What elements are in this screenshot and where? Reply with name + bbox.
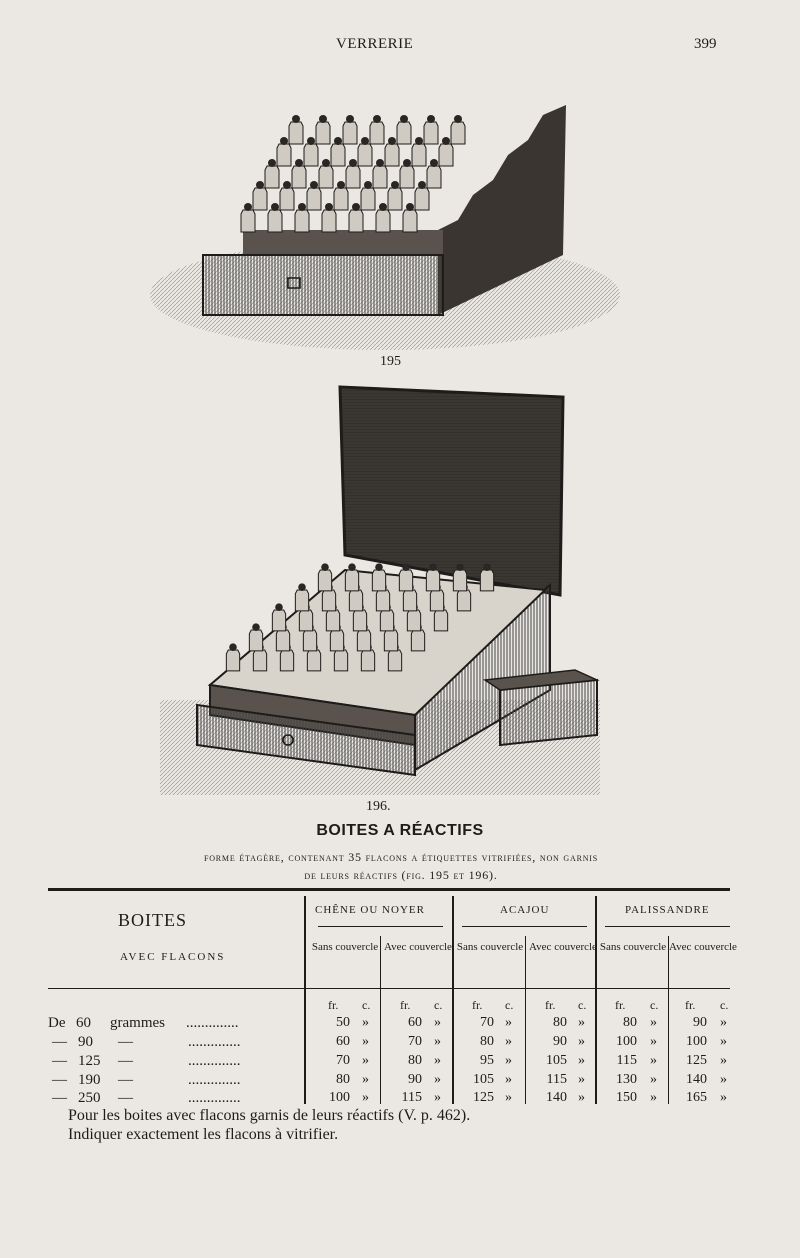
bottle-icon [400,166,414,188]
bottle-icon [253,188,267,210]
bottle-icon [322,210,336,232]
price-centimes: » [720,1034,727,1049]
unit-centimes: c. [505,998,514,1012]
stopper-icon [229,643,237,651]
stopper-icon [349,159,357,167]
price-centimes: » [578,1090,585,1105]
price-centimes: » [434,1053,441,1068]
stopper-icon [321,563,329,571]
brace-rule [462,926,587,927]
page-section-title: VERRERIE [336,36,414,52]
subheader-without-lid: Sans couvercle [311,941,379,953]
bottle-icon [343,122,357,144]
price-francs: 70 [408,1034,422,1049]
price-centimes: » [434,1034,441,1049]
bottle-icon [268,210,282,232]
unit-centimes: c. [720,998,729,1012]
price-centimes: » [650,1053,657,1068]
header-rule [48,988,304,989]
price-centimes: » [578,1072,585,1087]
bottle-icon [334,650,347,671]
bottle-icon [276,630,289,651]
price-francs: 140 [686,1072,707,1087]
bottle-icon [280,188,294,210]
stopper-icon [256,181,264,189]
price-francs: 80 [480,1034,494,1049]
price-centimes: » [578,1015,585,1030]
row-prefix: — [52,1034,67,1050]
bottle-icon [376,210,390,232]
price-centimes: » [362,1034,369,1049]
price-centimes: » [650,1034,657,1049]
bottle-icon [426,570,439,591]
price-centimes: » [362,1053,369,1068]
subcolumn-divider [380,936,381,1104]
stopper-icon [244,203,252,211]
stopper-icon [298,583,306,591]
price-francs: 125 [473,1090,494,1105]
price-francs: 80 [623,1015,637,1030]
stopper-icon [252,623,260,631]
note-line: Indiquer exactement les flacons à vitrifier. [68,1126,339,1143]
bottle-icon [295,590,308,611]
price-francs: 100 [329,1090,350,1105]
stopper-icon [388,137,396,145]
price-centimes: » [578,1053,585,1068]
bottle-icon [307,188,321,210]
stopper-icon [346,115,354,123]
stopper-icon [322,159,330,167]
stopper-icon [483,563,491,571]
price-centimes: » [505,1090,512,1105]
stopper-icon [268,159,276,167]
stopper-icon [275,603,283,611]
brace-rule [605,926,730,927]
bottle-icon [322,590,335,611]
bottle-icon [385,144,399,166]
stopper-icon [280,137,288,145]
price-francs: 150 [616,1090,637,1105]
stopper-icon [337,181,345,189]
bottle-icon [357,630,370,651]
row-prefix: — [52,1072,67,1088]
unit-francs: fr. [615,998,626,1012]
header-rule [306,988,730,989]
price-centimes: » [720,1015,727,1030]
bottle-icon [403,590,416,611]
column-divider [304,896,306,1104]
price-francs: 90 [693,1015,707,1030]
price-francs: 115 [401,1090,422,1105]
bottle-icon [407,610,420,631]
figure-196-reagent-box-icon [155,385,605,795]
bottle-icon [451,122,465,144]
stopper-icon [375,563,383,571]
price-centimes: » [434,1072,441,1087]
bottle-icon [277,144,291,166]
running-header [0,36,800,56]
unit-centimes: c. [578,998,587,1012]
price-centimes: » [505,1015,512,1030]
bottle-icon [397,122,411,144]
bottle-icon [399,570,412,591]
bottle-icon [372,570,385,591]
bottle-icon [370,122,384,144]
stopper-icon [325,203,333,211]
price-francs: 80 [408,1053,422,1068]
note-line: Pour les boites avec flacons garnis de leurs réactifs (V. p. 462). [68,1107,471,1124]
row-unit: grammes [110,1015,165,1031]
price-centimes: » [650,1015,657,1030]
figure-195-caption: 195 [380,354,401,369]
bottle-icon [439,144,453,166]
row-leader-dots: .............. [188,1072,241,1088]
bottle-icon [424,122,438,144]
bottle-icon [358,144,372,166]
section-subtitle-line2: de leurs réactifs (fig. 195 et 196). [304,868,498,882]
figure-195-shelf-rack-icon [148,80,623,360]
row-unit: — [118,1090,133,1106]
bottle-icon [304,144,318,166]
bottle-icon [427,166,441,188]
price-francs: 80 [336,1072,350,1087]
section-heading: BOITES A RÉACTIFS [316,822,484,839]
bottle-icon [457,590,470,611]
bottle-icon [346,166,360,188]
stopper-icon [310,181,318,189]
price-francs: 115 [616,1053,637,1068]
price-francs: 90 [408,1072,422,1087]
subheader-without-lid: Sans couvercle [456,941,524,953]
bottle-icon [353,610,366,631]
subcolumn-divider [525,936,526,1104]
subheader-with-lid: Avec couvercle [384,941,452,953]
price-centimes: » [362,1015,369,1030]
stopper-icon [361,137,369,145]
brace-rule [318,926,443,927]
price-francs: 105 [546,1053,567,1068]
bottle-icon [376,590,389,611]
row-grams: 90 [78,1034,93,1050]
row-prefix: — [52,1090,67,1106]
unit-francs: fr. [685,998,696,1012]
stopper-icon [307,137,315,145]
column-divider [452,896,454,1104]
column-header-mahogany: ACAJOU [500,904,550,916]
bottle-icon [388,650,401,671]
unit-centimes: c. [434,998,443,1012]
stopper-icon [283,181,291,189]
price-francs: 80 [553,1015,567,1030]
bottle-icon [361,650,374,671]
stopper-icon [352,203,360,211]
price-centimes: » [505,1072,512,1087]
row-leader-dots: .............. [188,1034,241,1050]
row-grams: 190 [78,1072,101,1088]
stopper-icon [319,115,327,123]
unit-centimes: c. [650,998,659,1012]
bottle-icon [349,210,363,232]
stopper-icon [456,563,464,571]
price-centimes: » [505,1034,512,1049]
row-prefix: De [48,1015,66,1031]
subheader-without-lid: Sans couvercle [599,941,667,953]
row-grams: 250 [78,1090,101,1106]
page-number: 399 [694,36,717,52]
stopper-icon [271,203,279,211]
bottle-icon [415,188,429,210]
stopper-icon [429,563,437,571]
price-francs: 50 [336,1015,350,1030]
stopper-icon [348,563,356,571]
price-francs: 95 [480,1053,494,1068]
row-grams: 60 [76,1015,91,1031]
bottle-icon [434,610,447,631]
bottle-icon [292,166,306,188]
stopper-icon [295,159,303,167]
stopper-icon [379,203,387,211]
unit-francs: fr. [400,998,411,1012]
price-francs: 60 [408,1015,422,1030]
bottle-icon [330,630,343,651]
price-francs: 105 [473,1072,494,1087]
stopper-icon [454,115,462,123]
price-francs: 70 [336,1053,350,1068]
price-centimes: » [362,1072,369,1087]
bottle-icon [307,650,320,671]
row-leader-dots: .............. [188,1090,241,1106]
bottle-icon [412,144,426,166]
bottle-icon [480,570,493,591]
price-francs: 115 [546,1072,567,1087]
bottle-icon [316,122,330,144]
price-francs: 60 [336,1034,350,1049]
price-francs: 100 [616,1034,637,1049]
row-leader-dots: .............. [186,1015,239,1031]
bottle-icon [411,630,424,651]
stopper-icon [334,137,342,145]
price-francs: 165 [686,1090,707,1105]
price-centimes: » [362,1090,369,1105]
price-centimes: » [650,1090,657,1105]
price-centimes: » [434,1015,441,1030]
price-centimes: » [720,1090,727,1105]
stopper-icon [418,181,426,189]
unit-francs: fr. [328,998,339,1012]
bottle-icon [380,610,393,631]
price-francs: 140 [546,1090,567,1105]
bottle-icon [241,210,255,232]
bottle-icon [299,610,312,631]
bottle-icon [384,630,397,651]
price-centimes: » [720,1072,727,1087]
bottle-icon [403,210,417,232]
bottle-icon [253,650,266,671]
bottle-icon [345,570,358,591]
column-header-rosewood: PALISSANDRE [625,904,710,916]
bottle-icon [303,630,316,651]
row-prefix: — [52,1053,67,1069]
bottle-icon [430,590,443,611]
price-francs: 100 [686,1034,707,1049]
bottle-icon [295,210,309,232]
unit-centimes: c. [362,998,371,1012]
subheader-with-lid: Avec couvercle [529,941,597,953]
bottle-icon [349,590,362,611]
unit-francs: fr. [472,998,483,1012]
stopper-icon [376,159,384,167]
price-francs: 130 [616,1072,637,1087]
bottle-icon [326,610,339,631]
stopper-icon [406,203,414,211]
bottle-icon [318,570,331,591]
stopper-icon [403,159,411,167]
bottle-icon [388,188,402,210]
bottle-icon [280,650,293,671]
stopper-icon [292,115,300,123]
stopper-icon [415,137,423,145]
row-grams: 125 [78,1053,101,1069]
stopper-icon [442,137,450,145]
row-leader-dots: .............. [188,1053,241,1069]
stopper-icon [400,115,408,123]
bottle-icon [453,570,466,591]
price-centimes: » [650,1072,657,1087]
bottle-icon [226,650,239,671]
column-divider [595,896,597,1104]
bottle-icon [265,166,279,188]
price-centimes: » [720,1053,727,1068]
bottle-icon [331,144,345,166]
row-unit: — [118,1072,133,1088]
price-francs: 70 [480,1015,494,1030]
column-header-oak-walnut: CHÊNE OU NOYER [315,904,425,916]
bottle-icon [272,610,285,631]
price-francs: 90 [553,1034,567,1049]
section-subtitle-line1: forme étagère, contenant 35 flacons a étiquettes vitrifiées, non garnis [203,850,599,864]
stopper-icon [298,203,306,211]
unit-francs: fr. [545,998,556,1012]
bottle-icon [373,166,387,188]
stopper-icon [373,115,381,123]
price-centimes: » [434,1090,441,1105]
stopper-icon [402,563,410,571]
bottle-icon [319,166,333,188]
bottle-icon [289,122,303,144]
figure-196-caption: 196. [366,799,391,814]
row-subheader: AVEC FLACONS [120,951,226,963]
price-centimes: » [505,1053,512,1068]
stopper-icon [430,159,438,167]
stopper-icon [427,115,435,123]
row-header: BOITES [118,910,187,930]
row-unit: — [118,1034,133,1050]
table-top-rule [48,888,730,891]
bottle-icon [361,188,375,210]
stopper-icon [391,181,399,189]
bottle-icon [249,630,262,651]
row-unit: — [118,1053,133,1069]
bottle-icon [334,188,348,210]
price-francs: 125 [686,1053,707,1068]
price-centimes: » [578,1034,585,1049]
subheader-with-lid: Avec couvercle [669,941,737,953]
stopper-icon [364,181,372,189]
